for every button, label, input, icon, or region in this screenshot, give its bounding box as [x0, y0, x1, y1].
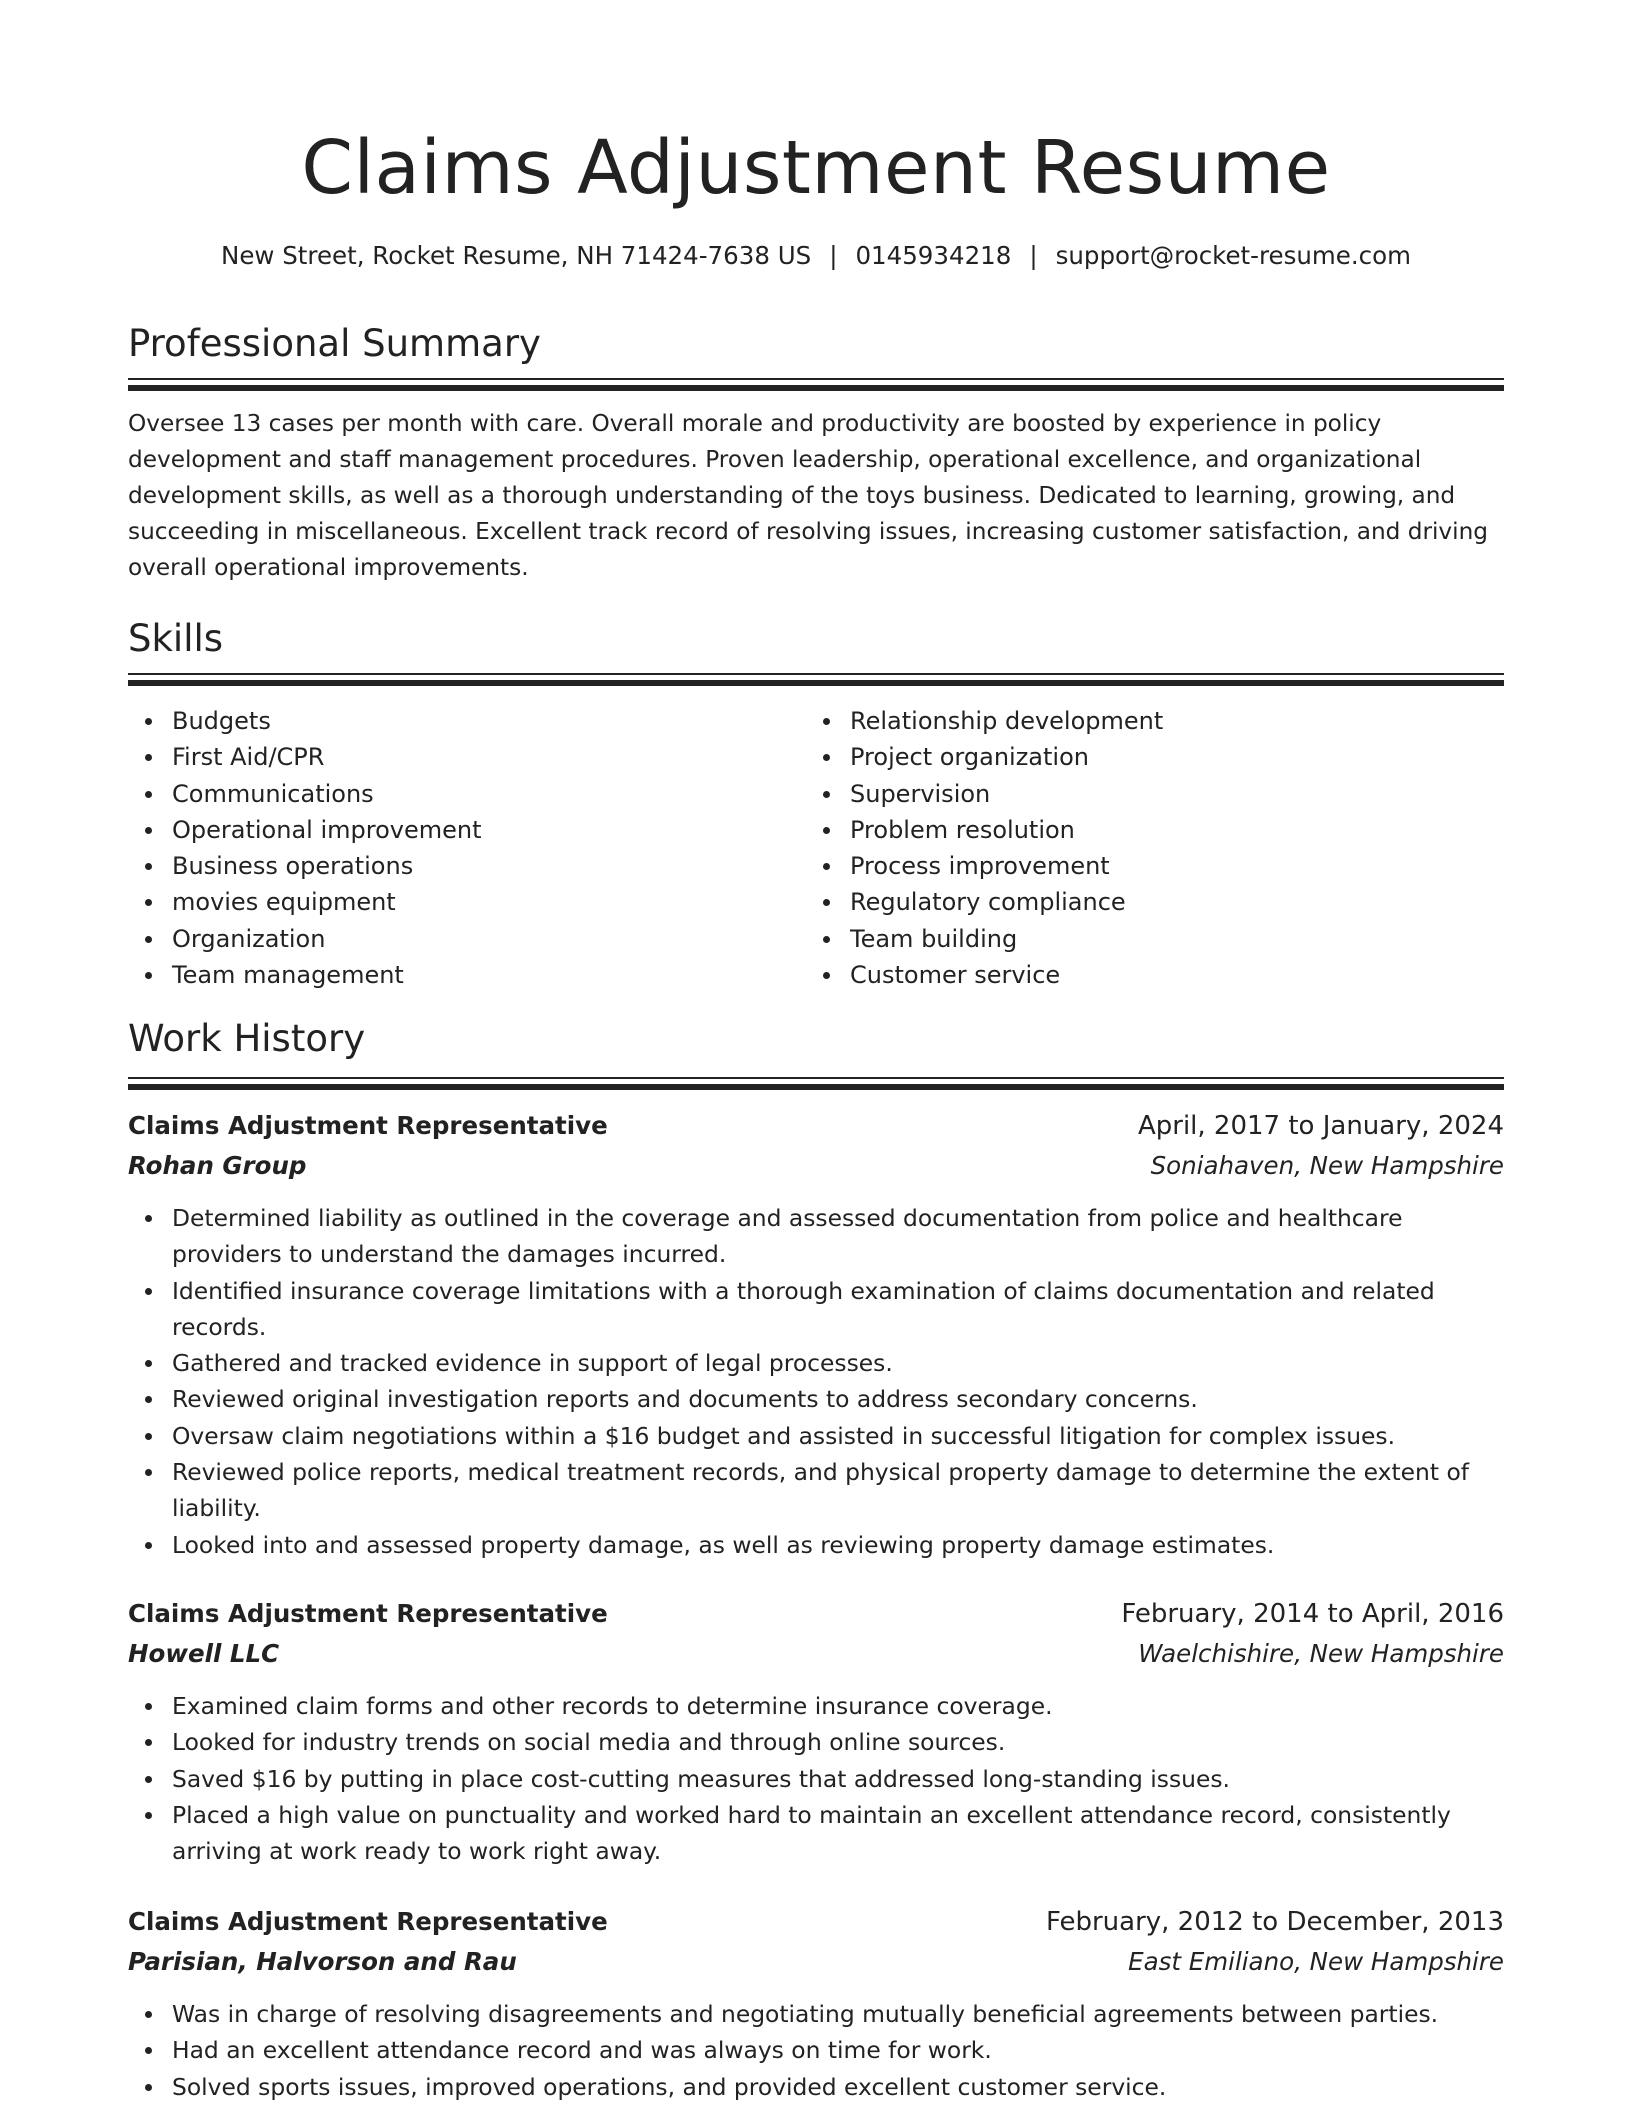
job-bullet: Reviewed police reports, medical treatment records, and physical property damage to determine the extent of liability. [172, 1454, 1504, 1527]
job-bullet: Identified insurance coverage limitations with a thorough examination of claims documentation and related records. [172, 1273, 1504, 1346]
resume-page [128, 0, 1504, 2112]
job-bullet: Solved sports issues, improved operations, and provided excellent customer service. [172, 2069, 1504, 2105]
summary-heading: Professional Summary [128, 322, 541, 365]
job-title: Claims Adjustment Representative [128, 1599, 608, 1628]
skill-item: Team management [172, 957, 792, 993]
job-company: Rohan Group [128, 1151, 307, 1180]
skill-item: Regulatory compliance [850, 884, 1500, 920]
section-divider [128, 1077, 1504, 1090]
job-company: Parisian, Halvorson and Rau [128, 1947, 517, 1976]
skill-item: Team building [850, 921, 1500, 957]
job-bullets [128, 1996, 1504, 2105]
job-header [128, 1904, 1504, 1984]
skill-item: Operational improvement [172, 812, 792, 848]
job-bullet: Gathered and tracked evidence in support of legal processes. [172, 1345, 1504, 1381]
job-bullet: Reviewed original investigation reports and documents to address secondary concerns. [172, 1381, 1504, 1417]
skill-item: Budgets [172, 703, 792, 739]
resume-title: Claims Adjustment Resume [301, 125, 1331, 211]
job-location: Soniahaven, New Hampshire [1150, 1151, 1504, 1180]
job-bullet: Was in charge of resolving disagreements and negotiating mutually beneficial agreements between parties. [172, 1996, 1504, 2032]
section-divider [128, 378, 1504, 391]
job-bullets [128, 1200, 1504, 1563]
contact-line [128, 238, 1504, 274]
job-bullet: Placed a high value on punctuality and worked hard to maintain an excellent attendance record, consistently arriving at work ready to work right away. [172, 1797, 1504, 1870]
job-bullet: Had an excellent attendance record and was always on time for work. [172, 2032, 1504, 2068]
skill-item: Organization [172, 921, 792, 957]
skills-list-left [128, 703, 792, 993]
job-bullet: Looked into and assessed property damage, as well as reviewing property damage estimates. [172, 1527, 1504, 1563]
job-dates: February, 2012 to December, 2013 [1045, 1907, 1504, 1937]
job-title: Claims Adjustment Representative [128, 1111, 608, 1140]
skill-item: Supervision [850, 776, 1500, 812]
summary-text: Oversee 13 cases per month with care. Overall morale and productivity are boosted by experience in policy development and staff management procedures. Proven leadership, operational excellence, and organizational development skills, as well as a thorough understanding of the toys business. Dedicated to learning, growing, and succeeding in miscellaneous. Excellent track record of resolving issues, increasing customer satisfaction, and driving overall operational improvements. [128, 410, 1489, 581]
job-bullet: Examined claim forms and other records to determine insurance coverage. [172, 1688, 1504, 1724]
job-header [128, 1596, 1504, 1676]
skills-list-right [806, 703, 1500, 993]
contact-address: New Street, Rocket Resume, NH 71424-7638 US [221, 241, 812, 270]
skill-item: Relationship development [850, 703, 1500, 739]
job-bullet: Looked for industry trends on social media and through online sources. [172, 1724, 1504, 1760]
work-history-heading: Work History [128, 1017, 366, 1060]
contact-email: support@rocket-resume.com [1055, 241, 1411, 270]
skill-item: Process improvement [850, 848, 1500, 884]
job-bullet: Saved $16 by putting in place cost-cutting measures that addressed long-standing issues. [172, 1761, 1504, 1797]
skill-item: Problem resolution [850, 812, 1500, 848]
skill-item: Project organization [850, 739, 1500, 775]
skill-item: Customer service [850, 957, 1500, 993]
skill-item: movies equipment [172, 884, 792, 920]
job-dates: April, 2017 to January, 2024 [1137, 1111, 1504, 1141]
job-bullets [128, 1688, 1504, 1869]
job-location: East Emiliano, New Hampshire [1128, 1947, 1504, 1976]
skill-item: First Aid/CPR [172, 739, 792, 775]
contact-phone: 0145934218 [855, 241, 1012, 270]
contact-separator: | [1029, 241, 1038, 270]
job-title: Claims Adjustment Representative [128, 1907, 608, 1936]
job-company: Howell LLC [128, 1639, 280, 1668]
job-location: Waelchishire, New Hampshire [1138, 1639, 1504, 1668]
job-header [128, 1108, 1504, 1188]
skill-item: Communications [172, 776, 792, 812]
job-dates: February, 2014 to April, 2016 [1121, 1599, 1504, 1629]
section-divider [128, 673, 1504, 686]
contact-separator: | [829, 241, 838, 270]
job-bullet: Determined liability as outlined in the coverage and assessed documentation from police and healthcare providers to understand the damages incurred. [172, 1200, 1504, 1273]
job-bullet: Oversaw claim negotiations within a $16 budget and assisted in successful litigation for complex issues. [172, 1418, 1504, 1454]
skills-heading: Skills [128, 617, 224, 660]
skill-item: Business operations [172, 848, 792, 884]
